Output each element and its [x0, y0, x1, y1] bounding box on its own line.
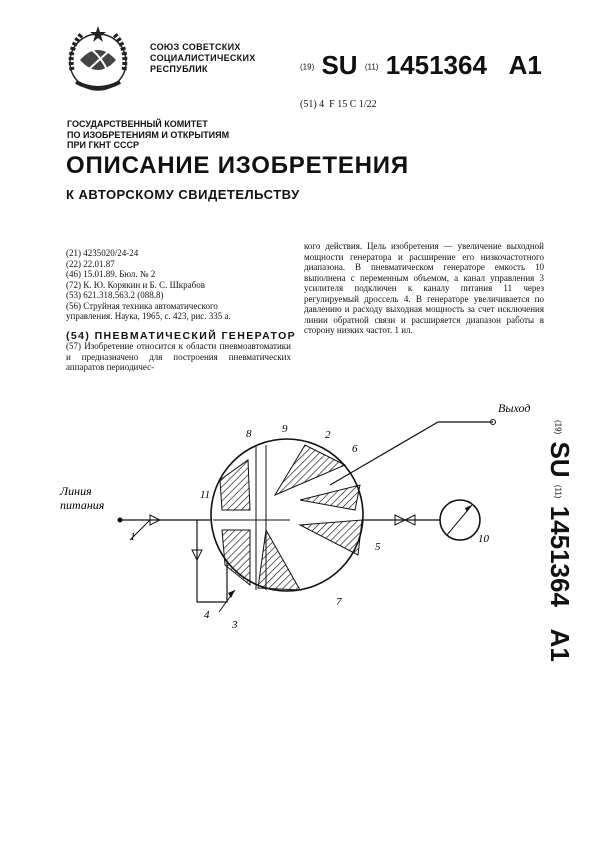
ipc-value: F 15 C 1/22	[329, 99, 377, 110]
abstract-left: (57) Изобретение относится к области пневмоавтоматики и предназначено для построения пневматических аппаратов периодичес-	[66, 341, 291, 372]
label-1: 1	[130, 531, 136, 543]
side-country: SU	[545, 441, 575, 478]
org-line: СОЦИАЛИСТИЧЕСКИХ	[150, 53, 256, 63]
label-10: 10	[478, 533, 489, 545]
committee	[67, 119, 229, 151]
label-6: 6	[352, 443, 358, 455]
org-name	[150, 42, 256, 75]
ipc-code: (51) 4	[300, 99, 325, 110]
label-5: 5	[375, 541, 381, 553]
side-number: 1451364	[545, 505, 575, 607]
bibliographic-data	[66, 248, 291, 322]
soviet-emblem	[58, 20, 138, 100]
output-label: Выход	[498, 401, 531, 415]
biblio-line: (46) 15.01.89. Бюл. № 2	[66, 269, 156, 279]
document-subtitle: К АВТОРСКОМУ СВИДЕТЕЛЬСТВУ	[66, 187, 300, 202]
biblio-line: (22) 22.01.87	[66, 258, 115, 269]
biblio-line: (21) 4235020/24-24	[66, 248, 139, 258]
patent-number-block	[300, 50, 542, 81]
label-8: 8	[246, 428, 252, 440]
committee-line: ПРИ ГКНТ СССР	[67, 140, 140, 150]
schematic-diagram	[0, 390, 563, 650]
label-9: 9	[282, 423, 288, 435]
country-code: SU	[321, 50, 358, 80]
code-19: (19)	[300, 62, 315, 72]
committee-line: ГОСУДАРСТВЕННЫЙ КОМИТЕТ	[67, 119, 208, 129]
biblio-line: управления. Наука, 1965, с. 423, рис. 335 а.	[66, 311, 231, 321]
patent-number: 1451364	[385, 50, 487, 80]
label-4: 4	[204, 609, 210, 621]
biblio-line: (72) К. Ю. Корякин и Б. С. Шкрабов	[66, 279, 205, 290]
label-3: 3	[232, 619, 238, 631]
ipc-classification	[300, 99, 377, 110]
code-11: (11)	[364, 62, 379, 72]
kind-code: A1	[508, 50, 542, 80]
invention-title: (54) ПНЕВМАТИЧЕСКИЙ ГЕНЕРАТОР	[66, 330, 297, 342]
abstract-right: кого действия. Цель изобретения — увеличение выходной мощности генератора и расширение его низкочастотного диапазона. В пневматическом генераторе емкость 10 выполнена с переменным объемом, а канал управления 3 усилителя подключен к каналу питания 11 через регулируемый дроссель 4. В генераторе увеличивается по давлению и расходу выходная мощность за счет исключения линии обратной связи и расширяется диапазон работы в сторону низких частот. 1 ил.	[304, 241, 544, 335]
side-patent-number	[544, 420, 575, 662]
label-2: 2	[325, 429, 331, 441]
side-kind: A1	[545, 628, 575, 662]
org-line: СОЮЗ СОВЕТСКИХ	[150, 42, 241, 52]
side-code-11: (11)	[553, 484, 563, 499]
supply-label-1: Линия	[60, 484, 92, 498]
label-11: 11	[200, 489, 211, 501]
biblio-line: (56) Струйная техника автоматического	[66, 300, 218, 311]
label-7: 7	[336, 596, 342, 608]
document-title: ОПИСАНИЕ ИЗОБРЕТЕНИЯ	[66, 152, 409, 179]
side-code-19: (19)	[553, 420, 563, 435]
biblio-line: (53) 621.318.563.2 (088.8)	[66, 290, 164, 300]
committee-line: ПО ИЗОБРЕТЕНИЯМ И ОТКРЫТИЯМ	[67, 129, 230, 140]
supply-label-2: питания	[60, 498, 105, 512]
org-line: РЕСПУБЛИК	[150, 64, 208, 74]
